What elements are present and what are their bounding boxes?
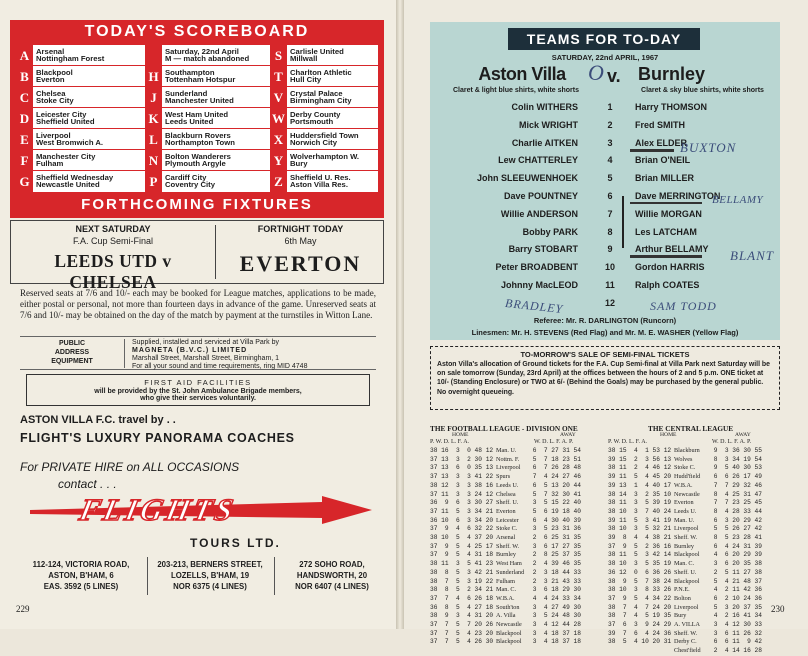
address-line: 203-213, BERNERS STREET, bbox=[157, 560, 263, 569]
home-player: Lew CHATTERLEY bbox=[498, 155, 578, 166]
home-player: Bobby PARK bbox=[522, 226, 578, 237]
away-player: Ralph COATES bbox=[635, 280, 700, 290]
shirt-number: 3 bbox=[607, 137, 613, 148]
home-player: Dave POUNTNEY bbox=[503, 191, 578, 201]
next-match: LEEDS UTD v CHELSEA bbox=[54, 251, 172, 292]
scoreboard-match: Saturday, 22nd April M — match abandoned bbox=[162, 45, 270, 66]
away-player: Fred SMITH bbox=[635, 119, 686, 130]
shirt-number: 9 bbox=[607, 244, 613, 255]
home-team: Aston Villa bbox=[478, 64, 566, 84]
scoreboard-match: Charlton Athletic Hull City bbox=[287, 66, 378, 87]
address-divider bbox=[274, 557, 275, 595]
scoreboard-column-3 bbox=[287, 45, 378, 192]
away-player: Gordon HARRIS bbox=[635, 262, 705, 273]
pa-line4: For all your sound and time requirements, ring MID 4748 bbox=[132, 363, 308, 370]
scoreboard-letter: S bbox=[274, 48, 283, 63]
address-line: NOR 6375 (4 LINES) bbox=[173, 582, 247, 591]
address-line: ASTON, B'HAM, 6 bbox=[48, 571, 114, 580]
handwritten-blant: BLANT bbox=[730, 248, 775, 263]
strike-bellamy bbox=[630, 255, 702, 258]
scoreboard-letter: X bbox=[273, 132, 284, 147]
scoreboard-match: Manchester City Fulham bbox=[33, 150, 145, 171]
scoreboard-letter: W bbox=[272, 111, 285, 126]
scoreboard-match: Leicester City Sheffield United bbox=[33, 108, 145, 129]
league1-home-figures: 38 16 3 0 48 12 37 13 3 2 30 12 37 13 6 0 35 13 37 13 3 3 41 22 38 12 3 3 38 16 37 11 3 3 24 12 36 9 6 3 30 27 37 11 5 3 34 21 36 10 6 3 34 20 37 9 4 6 32 22 38 10 5 4 37 20 37 9 5 4 25 17 37 9 5 4 31 18 38 11 3 5 41 23 38 8 5 3 42 21 38 7 5 3 19 22 38 8 5 2 34 21 37 7 4 6 26 18 36 8 5 4 27 18 38 9 3 4 31 20 37 7 5 7 20 26 37 7 5 4 23 20 37 7 5 4 26 30 bbox=[430, 447, 494, 646]
fortnight-match: EVERTON bbox=[239, 251, 362, 276]
teams-panel bbox=[430, 22, 780, 340]
central-home-figures: 38 15 4 1 53 12 39 15 2 3 56 13 38 11 2 4 46 12 39 11 5 4 45 20 39 13 1 4 40 17 38 14 3 2 35 10 38 11 3 5 39 19 38 10 3 7 40 24 39 11 5 3 41 19 38 10 3 5 32 21 39 8 4 4 38 21 37 9 5 2 36 16 38 11 5 3 42 14 38 10 3 5 35 19 36 12 0 6 36 26 38 9 5 7 38 24 38 10 3 8 33 26 37 9 5 4 34 22 38 7 4 7 24 20 38 7 4 5 19 35 37 6 3 9 24 29 39 7 6 4 24 36 38 5 4 10 20 31 bbox=[608, 447, 672, 646]
scoreboard-match: Sheffield Wednesday Newcastle United bbox=[36, 173, 114, 190]
shirt-number: 2 bbox=[607, 119, 613, 130]
pa-line1: Supplied, installed and serviced at Villa Park by bbox=[132, 339, 279, 346]
scoreboard-match: Sheffield U. Res. Aston Villa Res. bbox=[290, 173, 351, 190]
scoreboard-column-1 bbox=[33, 45, 145, 192]
scoreboard-letter: C bbox=[19, 90, 30, 105]
first-aid-line2: who give their services voluntarily. bbox=[140, 395, 256, 402]
scoreboard-match: Cardiff City Coventry City bbox=[165, 173, 215, 190]
fixtures-box bbox=[10, 220, 384, 292]
letter-blank bbox=[145, 45, 162, 66]
address-line: EAS. 3592 (5 LINES) bbox=[43, 582, 119, 591]
league1-away-label: AWAY bbox=[560, 432, 576, 438]
scoreboard-letter: L bbox=[149, 132, 158, 147]
scoreboard-match: Blackburn Rovers Northampton Town bbox=[162, 129, 270, 150]
linesmen: Linesmen: Mr. H. STEVENS (Red Flag) and Mr. M. E. WASHER (Yellow Flag) bbox=[471, 328, 739, 337]
reserved-seats-text: Reserved seats at 7/6 and 10/- each may be booked for League matches, applications to be made, either postal or personal, not more than fourteen days in advance of the game. Unreserved seats at 7/6 and 10/- may be obtained on the day of the match by payment at the turnstiles in Witton Lane. bbox=[20, 288, 376, 320]
league1-away-figures: 6 7 27 31 54 5 7 18 23 51 6 7 26 28 48 7 4 24 27 46 6 5 13 20 44 5 7 32 30 41 3 5 15 22 40 5 6 19 18 40 6 4 30 40 39 3 5 23 31 36 2 6 25 31 35 3 6 17 27 35 2 8 25 37 35 2 4 39 46 35 2 3 18 44 33 2 3 21 43 33 3 6 18 29 30 4 4 24 33 34 3 4 27 49 30 3 5 24 48 30 3 4 12 44 28 3 4 18 37 18 3 4 18 37 18 bbox=[532, 447, 581, 646]
shirt-number: 5 bbox=[607, 173, 613, 184]
central-away-figures: 9 3 36 30 55 8 3 34 19 54 9 5 40 30 53 6 6 26 17 49 7 7 29 32 46 8 4 25 31 47 7 7 23 25 45 8 4 28 33 44 6 3 20 29 42 5 5 26 27 42 8 5 23 28 41 6 4 24 31 39 4 6 20 29 39 3 6 20 35 38 2 5 11 27 38 5 4 21 48 37 4 2 11 42 36 6 2 10 24 36 5 3 20 37 35 4 2 16 41 34 3 4 12 30 33 3 6 11 26 32 6 6 11 9 42 2 4 14 16 28 bbox=[713, 447, 762, 655]
home-player: Peter BROADBENT bbox=[495, 262, 578, 273]
scoreboard-letter: V bbox=[273, 90, 284, 105]
scoreboard-letter: B bbox=[20, 69, 29, 84]
league1-teams: Man. U. Nottm. F. Liverpool Spurs Leeds U. Chelsea Sheff. U. Everton Leicester Stoke C. Arsenal Sheff. W. Burnley West Ham Sunderland Fulham Man. C. W.B.A. South'ton A. Villa Newcastle Blackpool Blackpool bbox=[496, 447, 525, 646]
away-team: Burnley bbox=[638, 64, 706, 84]
home-colours: Claret & light blue shirts, white shorts bbox=[452, 87, 580, 94]
scoreboard-grid bbox=[16, 45, 378, 192]
shirt-number: 6 bbox=[607, 191, 613, 201]
scoreboard-match: Bolton Wanderers Plymouth Argyle bbox=[162, 150, 270, 171]
next-label: NEXT SATURDAY bbox=[75, 224, 151, 234]
away-player: Arthur BELLAMY bbox=[635, 244, 709, 255]
semi-final-text: Aston Villa's allocation of Ground tickets for the F.A. Cup Semi-final at Villa Park next Saturday will be on sale tomorrow (Sunday, 23rd April) at the offices between the hours of 2 and 5 p.m. ONE ticket at 10/- (Standing Enclosure) or TWO at 6/- (Behind the Goals) may be purchased by the general public. No overnight queueing. bbox=[437, 361, 770, 396]
central-header-away: W. D. L. F. A. P. bbox=[712, 439, 752, 445]
scoreboard-match: Chelsea Stoke City bbox=[33, 87, 145, 108]
pa-box bbox=[20, 336, 376, 370]
shirt-number: 10 bbox=[604, 262, 615, 273]
address-line: 272 SOHO ROAD, bbox=[299, 560, 365, 569]
home-player: John SLEEUWENHOEK bbox=[476, 173, 578, 184]
scoreboard-letter: G bbox=[19, 174, 30, 189]
central-teams: Blackburn Wolves Stoke C. Hudd'field W.B.A. Newcastle Everton Leeds U. Man. U. Liverpool Sheff. W. Burnley Blackpool Man. C. Sheff. U. Blackpool P.N.E. Bolton Liverpool Bury A. VILLA Sheff. W. Derby C. Chest'field bbox=[674, 447, 701, 655]
league1-header-away: W. D. L. F. A. P. bbox=[534, 439, 574, 445]
scoreboard-match: West Ham United Leeds United bbox=[162, 108, 270, 129]
address-soho-road bbox=[278, 559, 386, 592]
scoreboard-column-2 bbox=[162, 45, 270, 192]
pa-label: PUBLIC ADDRESS EQUIPMENT bbox=[20, 339, 125, 368]
shirt-number: 4 bbox=[607, 155, 613, 166]
addresses bbox=[14, 559, 386, 593]
handwritten-bellamy: BELLAMY bbox=[712, 194, 764, 206]
scoreboard bbox=[10, 20, 384, 218]
scoreboard-match: Arsenal Nottingham Forest bbox=[33, 45, 145, 66]
away-player: Brian O'NEIL bbox=[635, 155, 691, 166]
away-player: Alex ELDER bbox=[635, 137, 688, 148]
address-divider bbox=[147, 557, 148, 595]
home-player: Colin WITHERS bbox=[511, 102, 578, 112]
address-line: 112-124, VICTORIA ROAD, bbox=[32, 560, 130, 569]
away-player: Harry THOMSON bbox=[635, 102, 708, 112]
home-player: Johnny MacLEOD bbox=[500, 280, 578, 290]
league1-header-home: P. W. D. L. F. A. bbox=[430, 439, 470, 445]
away-player: Dave MERRINGTON bbox=[635, 191, 721, 201]
scoreboard-letter: D bbox=[19, 111, 30, 126]
hire-line: For PRIVATE HIRE on ALL OCCASIONS bbox=[20, 460, 240, 474]
scoreboard-letter: E bbox=[20, 132, 29, 147]
shirt-number: 1 bbox=[607, 102, 613, 112]
shirt-number: 11 bbox=[605, 280, 615, 290]
league-division-one-title: THE FOOTBALL LEAGUE - DIVISION ONE bbox=[430, 424, 578, 433]
contact-line: contact . . . bbox=[58, 477, 117, 491]
scoreboard-letter: F bbox=[20, 153, 29, 168]
flights-logo: FLIGHTS bbox=[76, 492, 240, 527]
letter-column-2 bbox=[145, 45, 162, 192]
scoreboard-match: Derby County Portsmouth bbox=[287, 108, 378, 129]
scoreboard-letter: H bbox=[148, 69, 159, 84]
handwritten-buxton: BUXTON bbox=[680, 140, 737, 155]
scoreboard-match: Liverpool West Bromwich A. bbox=[33, 129, 145, 150]
letter-column-3 bbox=[270, 45, 287, 192]
semi-final-tickets-box bbox=[430, 346, 780, 410]
first-aid-line1: will be provided by the St. John Ambulance Brigade members, bbox=[94, 388, 302, 395]
away-player: Brian MILLER bbox=[635, 173, 695, 184]
scoreboard-title: TODAY'S SCOREBOARD bbox=[10, 22, 384, 42]
scoreboard-letter: N bbox=[148, 153, 159, 168]
central-header-home: P. W. D. L. F. A. bbox=[608, 439, 648, 445]
scoreboard-letter: Y bbox=[273, 153, 284, 168]
scoreboard-match: Carlisle United Millwall bbox=[287, 45, 378, 66]
scoreboard-match: Crystal Palace Birmingham City bbox=[287, 87, 378, 108]
away-player: Les LATCHAM bbox=[635, 226, 697, 237]
first-aid-title: FIRST AID FACILITIES bbox=[144, 378, 252, 387]
address-line: NOR 6407 (4 LINES) bbox=[295, 582, 369, 591]
handwritten-sam-todd: SAM TODD bbox=[650, 299, 717, 313]
pa-line3: Marshall Street, Marshall Street, Birmingham, 1 bbox=[132, 355, 280, 362]
letter-column-1 bbox=[16, 45, 33, 192]
luxury-line: FLIGHT'S LUXURY PANORAMA COACHES bbox=[20, 431, 295, 445]
page-number-right: 230 bbox=[771, 604, 785, 614]
scoreboard-letter: A bbox=[19, 48, 30, 63]
league1-home-label: HOME bbox=[452, 432, 469, 438]
home-player: Charlie AITKEN bbox=[511, 137, 578, 148]
page-number-left: 229 bbox=[16, 604, 30, 614]
scoreboard-letter: K bbox=[148, 111, 159, 126]
scoreboard-match: Wolverhampton W. Bury bbox=[287, 150, 378, 171]
central-home-label: HOME bbox=[660, 432, 677, 438]
home-player: Mick WRIGHT bbox=[518, 119, 578, 130]
fortnight-sub: 6th May bbox=[284, 236, 317, 246]
pa-line2: MAGNETA (B.V.C.) LIMITED bbox=[132, 347, 248, 354]
shirt-number: 7 bbox=[607, 208, 613, 219]
shirt-number: 8 bbox=[607, 226, 613, 237]
home-player: Barry STOBART bbox=[508, 244, 578, 255]
vs-label: v. bbox=[607, 66, 621, 86]
scoreboard-letter: P bbox=[149, 174, 158, 189]
shirt-number: 12 bbox=[604, 297, 615, 308]
fixtures-title: FORTHCOMING FIXTURES bbox=[10, 195, 384, 215]
teams-title: TEAMS FOR TO-DAY bbox=[508, 28, 700, 50]
spine-gutter bbox=[396, 0, 404, 629]
scoreboard-match: Southampton Tottenham Hotspur bbox=[162, 66, 270, 87]
bracket-line bbox=[622, 196, 624, 248]
scoreboard-match: Blackpool Everton bbox=[33, 66, 145, 87]
scoreboard-letter: T bbox=[274, 69, 283, 84]
strike-elder bbox=[630, 149, 674, 152]
scoreboard-letter: Z bbox=[274, 174, 283, 189]
strike-merrington bbox=[630, 202, 702, 204]
address-line: LOZELLS, B'HAM, 19 bbox=[170, 571, 250, 580]
match-date: SATURDAY, 22nd APRIL, 1967 bbox=[551, 53, 659, 62]
travel-line: ASTON VILLA F.C. travel by . . bbox=[20, 414, 176, 426]
scoreboard-match: Sunderland Manchester United bbox=[162, 87, 270, 108]
handwritten-o: O bbox=[588, 60, 604, 85]
address-berners-street bbox=[150, 559, 270, 592]
left-page bbox=[0, 0, 396, 629]
referee: Referee: Mr. R. DARLINGTON (Runcorn) bbox=[533, 316, 677, 325]
central-away-label: AWAY bbox=[735, 432, 751, 438]
scoreboard-letter: J bbox=[150, 90, 157, 105]
away-colours: Claret & sky blue shirts, white shorts bbox=[641, 87, 764, 94]
semi-final-title: TO-MORROW'S SALE OF SEMI-FINAL TICKETS bbox=[520, 350, 690, 359]
next-sub: F.A. Cup Semi-Final bbox=[72, 236, 154, 246]
fortnight-label: FORTNIGHT TODAY bbox=[257, 224, 344, 234]
tours-ltd: TOURS LTD. bbox=[190, 536, 281, 550]
scoreboard-match: Huddersfield Town Norwich City bbox=[287, 129, 378, 150]
away-player: Willie MORGAN bbox=[635, 208, 702, 219]
handwritten-bradley: BRADLEY bbox=[504, 295, 564, 317]
home-player: Willie ANDERSON bbox=[500, 208, 578, 219]
address-victoria-road bbox=[22, 559, 140, 592]
central-league-title: THE CENTRAL LEAGUE bbox=[648, 424, 734, 433]
address-line: HANDSWORTH, 20 bbox=[296, 571, 368, 580]
first-aid-box bbox=[26, 374, 370, 406]
